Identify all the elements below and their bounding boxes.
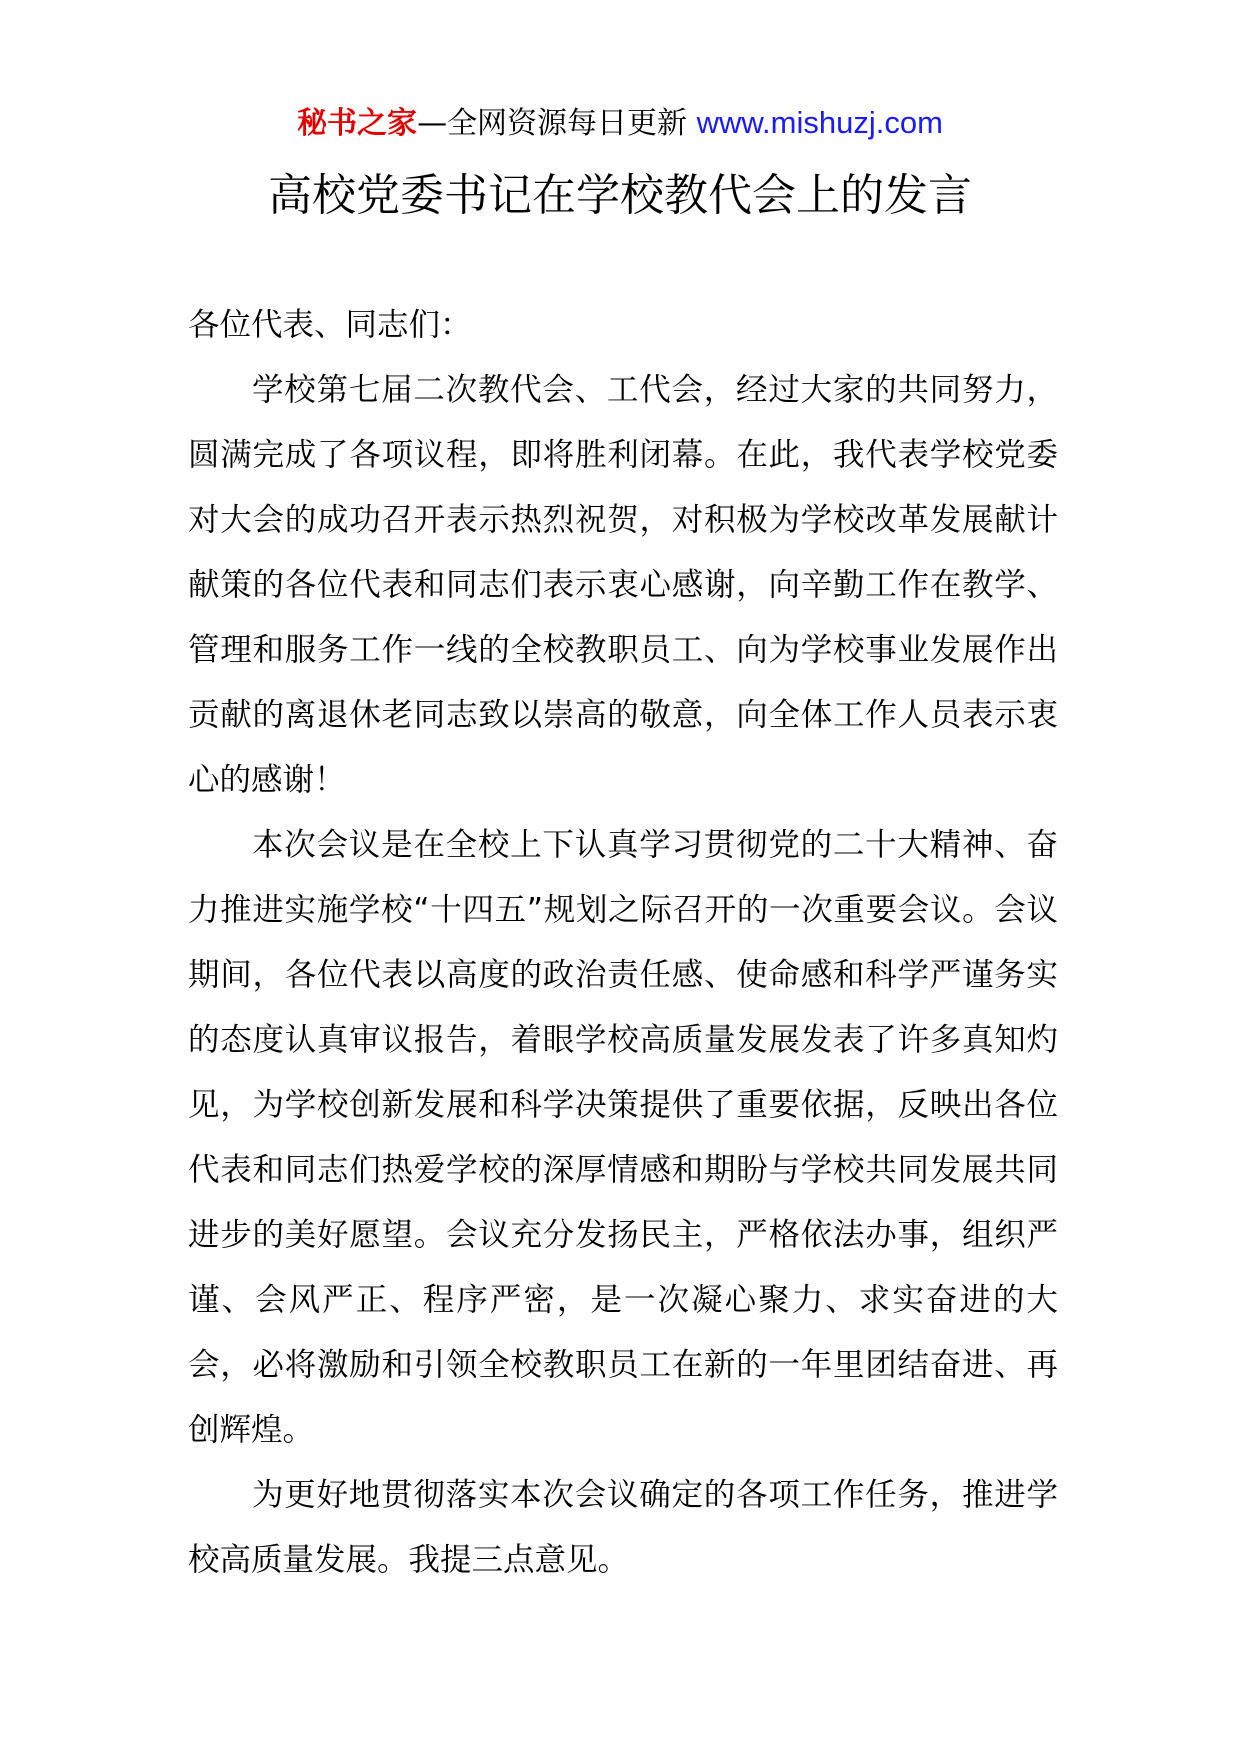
site-url-link[interactable]: www.mishuzj.com [696,105,943,140]
document-body [188,293,1058,1593]
salutation: 各位代表、同志们： [188,307,472,343]
brand-name: 秘书之家 [297,106,418,141]
header-tagline: —全网资源每日更新 [417,106,697,141]
document-title: 高校党委书记在学校教代会上的发言 [268,170,972,221]
paragraph: 本次会议是在全校上下认真学习贯彻党的二十大精神、奋力推进实施学校“十四五”规划之际召开的一次重要会议。会议期间，各位代表以高度的政治责任感、使命感和科学严谨务实的态度认真审议报告，着眼学校高质量发展发表了许多真知灼见，为学校创新发展和科学决策提供了重要依据，反映出各位代表和同志们热爱学校的深厚情感和期盼与学校共同发展共同进步的美好愿望。会议充分发扬民主，严格依法办事，组织严谨、会风严正、程序严密，是一次凝心聚力、求实奋进的大会，必将激励和引领全校教职员工在新的一年里团结奋进、再创辉煌。 [188,827,1058,1448]
paragraph: 学校第七届二次教代会、工代会，经过大家的共同努力，圆满完成了各项议程，即将胜利闭幕。在此，我代表学校党委对大会的成功召开表示热烈祝贺，对积极为学校改革发展献计献策的各位代表和同志们表示衷心感谢，向辛勤工作在教学、管理和服务工作一线的全校教职员工、向为学校事业发展作出贡献的离退休老同志致以崇高的敬意，向全体工作人员表示衷心的感谢！ [188,372,1058,798]
site-header [0,100,1240,147]
paragraph: 为更好地贯彻落实本次会议确定的各项工作任务，推进学校高质量发展。我提三点意见。 [188,1477,1058,1578]
